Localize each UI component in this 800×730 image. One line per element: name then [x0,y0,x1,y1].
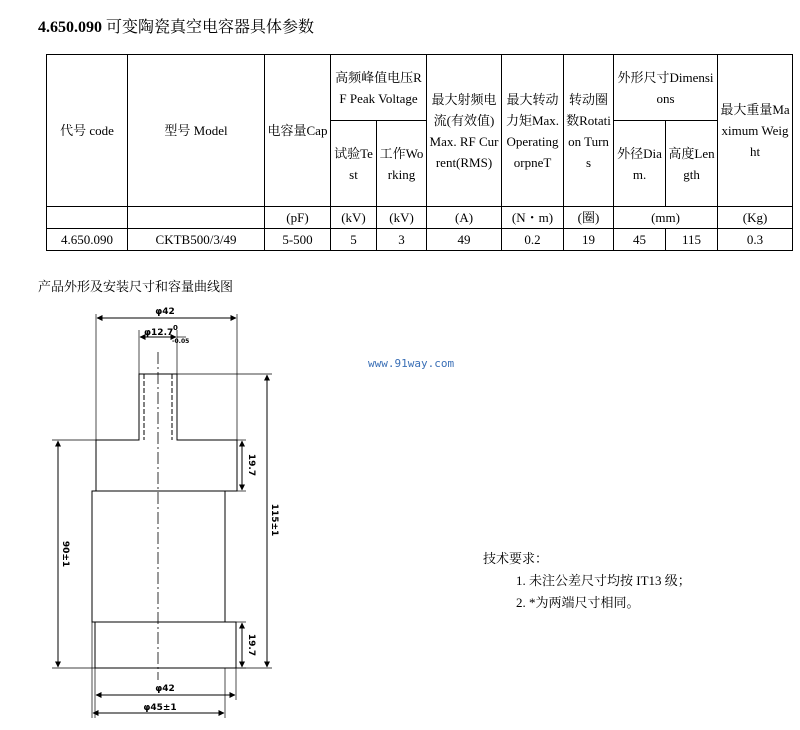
cell-turns: 19 [564,229,614,251]
unit-working: (kV) [377,207,427,229]
unit-turns: (圈) [564,207,614,229]
cell-current: 49 [427,229,502,251]
unit-torque: (N・m) [502,207,564,229]
dim-total-length: 115±1 [269,503,279,537]
cell-length: 115 [666,229,718,251]
cell-cap: 5-500 [265,229,331,251]
tech-requirements-title: 技术要求： [483,551,549,566]
unit-test: (kV) [331,207,377,229]
title-text: 可变陶瓷真空电容器具体参数 [106,19,315,36]
dim-shaft-tol-lower: -0.05 [172,338,190,345]
dim-flange-lower: 19.7 [246,633,256,657]
header-turns: 转动圈数Rotation Turns [564,55,614,207]
unit-dims: (mm) [614,207,718,229]
header-length: 高度Length [666,121,718,207]
dim-flange-upper: 19.7 [246,453,256,477]
dim-top-diam: φ42 [155,307,175,317]
cell-torque: 0.2 [502,229,564,251]
cell-model: CKTB500/3/49 [128,229,265,251]
dim-bottom-diam: φ42 [155,684,175,694]
dim-shaft-tol-upper: 0 [173,324,178,332]
unit-cap: (pF) [265,207,331,229]
dim-shaft-diam: φ12.7 [144,328,174,338]
cell-working: 3 [377,229,427,251]
section-title: 产品外形及安装尺寸和容量曲线图 [38,279,234,294]
header-dimensions: 外形尺寸Dimensions [614,55,718,121]
header-test: 试验Test [331,121,377,207]
cell-diam: 45 [614,229,666,251]
header-model: 型号 Model [128,55,265,207]
capacitor-outline [92,374,237,668]
cell-weight: 0.3 [718,229,793,251]
header-rf-voltage: 高频峰值电压RF Peak Voltage [331,55,427,121]
header-diam: 外径Diam. [614,121,666,207]
unit-current: (A) [427,207,502,229]
header-code: 代号 code [47,55,128,207]
dim-body-diam: φ45±1 [143,703,177,713]
tech-requirement-1: 1. 未注公差尺寸均按 IT13 级； [516,573,691,588]
header-working: 工作Working [377,121,427,207]
cell-test: 5 [331,229,377,251]
header-torque: 最大转动力矩Max. Operating orpneT [502,55,564,207]
header-rf-current: 最大射频电流(有效值)Max. RF Current(RMS) [427,55,502,207]
header-cap: 电容量Cap [265,55,331,207]
tech-requirement-2: 2. *为两端尺寸相同。 [516,595,640,610]
cell-code: 4.650.090 [47,229,128,251]
header-weight: 最大重量Maximum Weight [718,55,793,207]
watermark: www.91way.com [368,357,455,370]
dim-body-height: 90±1 [60,540,70,568]
unit-weight: (Kg) [718,207,793,229]
title-code: 4.650.090 [38,19,102,36]
